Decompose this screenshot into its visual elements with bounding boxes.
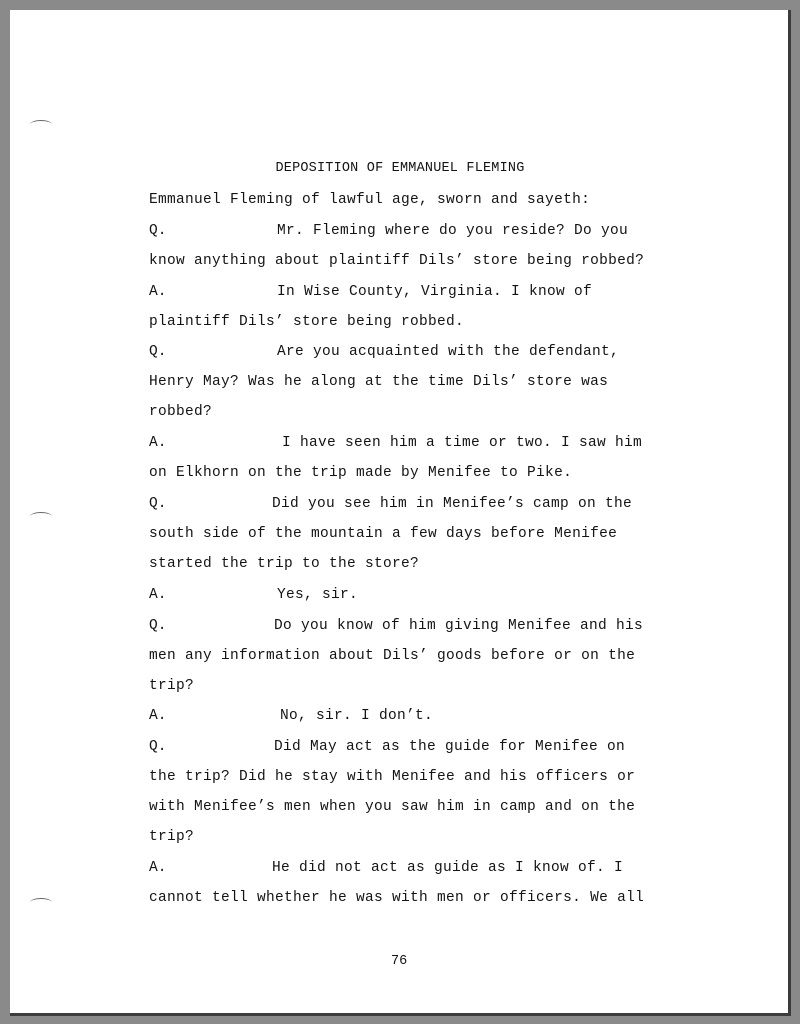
question-text: Do you know of him giving Menifee and his xyxy=(274,618,644,634)
continuation-line: cannot tell whether he was with men or officers. We all xyxy=(149,890,645,906)
page-number: 76 xyxy=(391,954,408,969)
continuation-line: started the trip to the store? xyxy=(149,556,420,572)
punch-hole-mark xyxy=(30,120,52,129)
continuation-line: know anything about plaintiff Dils’ store being robbed? xyxy=(149,253,645,269)
question-label: Q. xyxy=(149,344,167,360)
continuation-line: trip? xyxy=(149,829,195,845)
answer-label: A. xyxy=(149,708,167,724)
document-page xyxy=(10,10,791,1016)
answer-label: A. xyxy=(149,587,167,603)
answer-text: He did not act as guide as I know of. I xyxy=(272,860,624,876)
punch-hole-mark xyxy=(30,898,52,907)
continuation-line: on Elkhorn on the trip made by Menifee to Pike. xyxy=(149,465,573,481)
continuation-line: south side of the mountain a few days before Menifee xyxy=(149,526,618,542)
continuation-line: robbed? xyxy=(149,404,213,420)
answer-label: A. xyxy=(149,284,167,300)
question-label: Q. xyxy=(149,739,167,755)
question-text: Did you see him in Menifee’s camp on the xyxy=(272,496,633,512)
continuation-line: the trip? Did he stay with Menifee and his officers or xyxy=(149,769,636,785)
answer-text: No, sir. I don’t. xyxy=(280,708,434,724)
answer-label: A. xyxy=(149,860,167,876)
answer-label: A. xyxy=(149,435,167,451)
answer-text: In Wise County, Virginia. I know of xyxy=(277,284,593,300)
question-text: Did May act as the guide for Menifee on xyxy=(274,739,626,755)
continuation-line: Henry May? Was he along at the time Dils’ store was xyxy=(149,374,609,390)
answer-text: Yes, sir. xyxy=(277,587,359,603)
question-label: Q. xyxy=(149,618,167,634)
punch-hole-mark xyxy=(30,512,52,521)
question-text: Are you acquainted with the defendant, xyxy=(277,344,620,360)
answer-text: I have seen him a time or two. I saw him xyxy=(282,435,643,451)
continuation-line: with Menifee’s men when you saw him in camp and on the xyxy=(149,799,636,815)
intro-line: Emmanuel Fleming of lawful age, sworn and sayeth: xyxy=(149,192,591,208)
question-label: Q. xyxy=(149,223,167,239)
question-label: Q. xyxy=(149,496,167,512)
continuation-line: plaintiff Dils’ store being robbed. xyxy=(149,314,465,330)
document-title: DEPOSITION OF EMMANUEL FLEMING xyxy=(275,161,525,176)
question-text: Mr. Fleming where do you reside? Do you xyxy=(277,223,629,239)
continuation-line: men any information about Dils’ goods before or on the xyxy=(149,648,636,664)
continuation-line: trip? xyxy=(149,678,195,694)
